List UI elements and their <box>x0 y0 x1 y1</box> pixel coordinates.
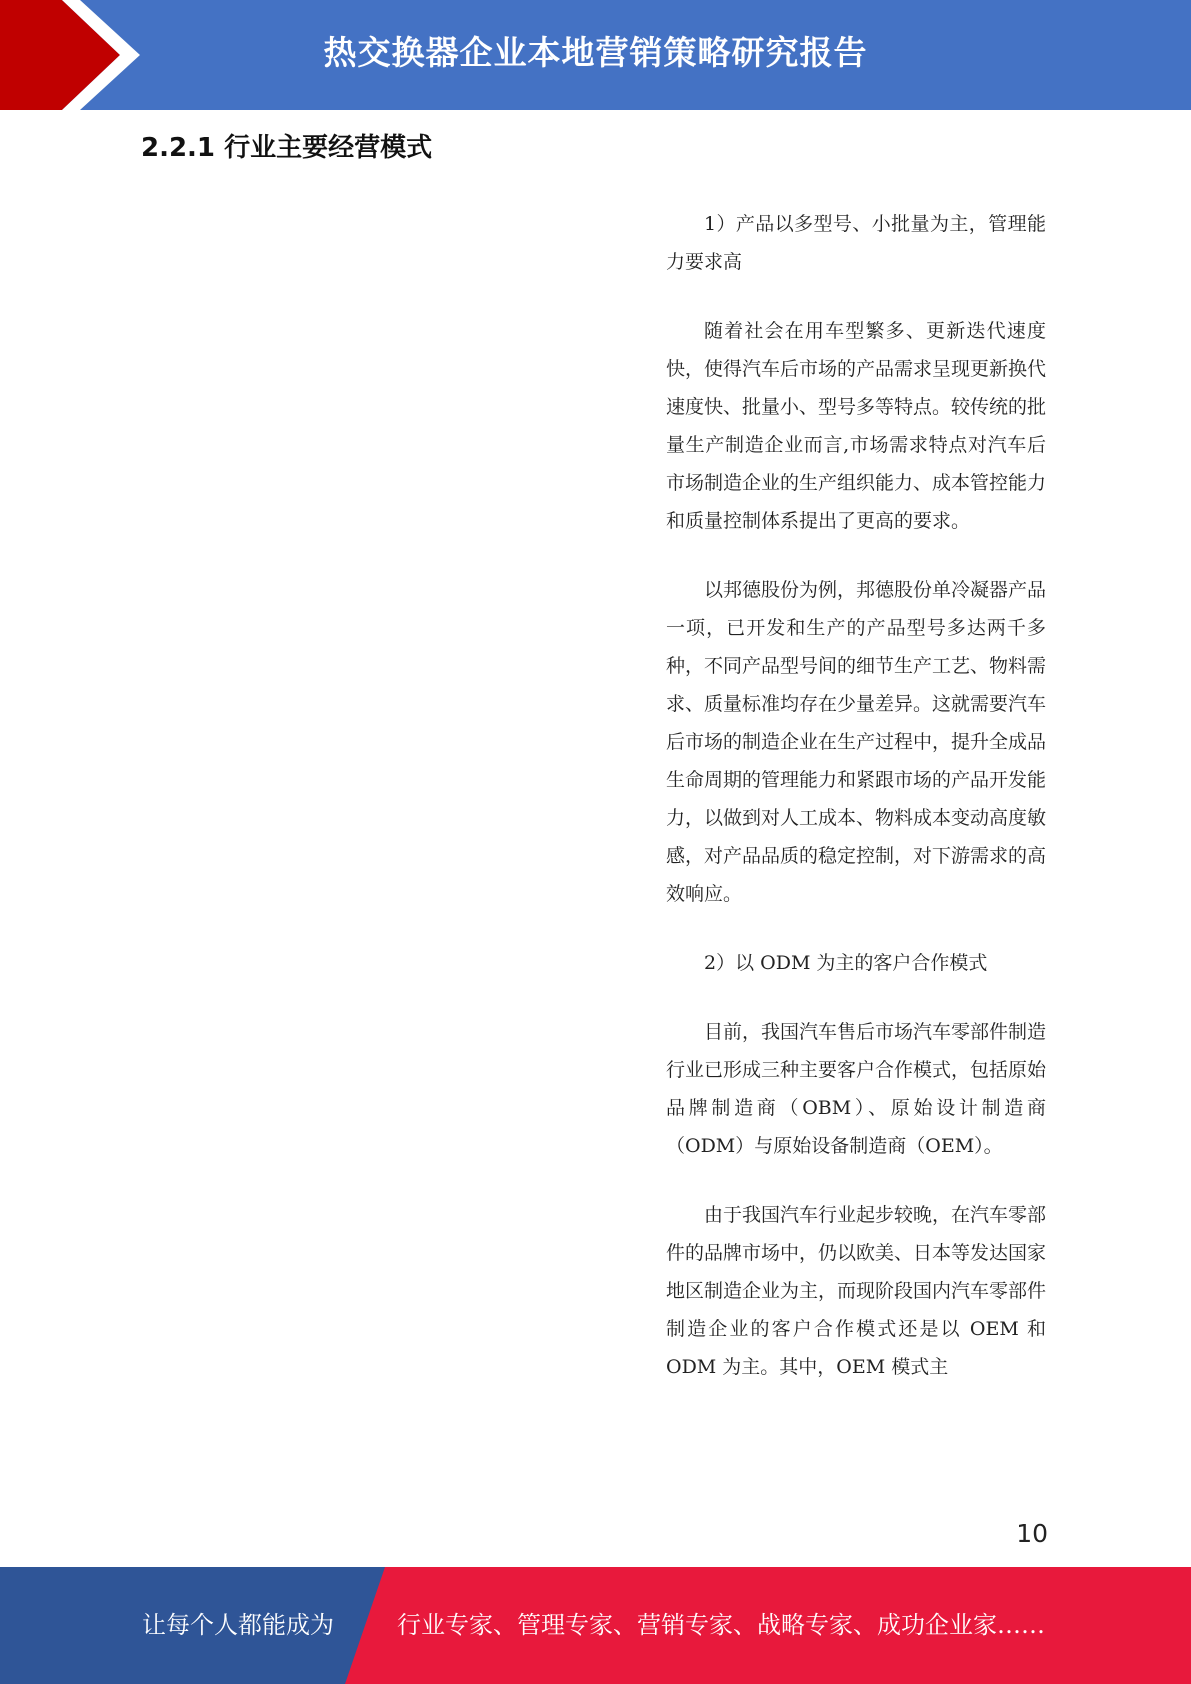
header-title: 热交换器企业本地营销策略研究报告 <box>323 33 868 72</box>
body-paragraph: 目前，我国汽车售后市场汽车零部件制造行业已形成三种主要客户合作模式，包括原始品牌制造商（OBM）、原始设计制造商（ODM）与原始设备制造商（OEM）。 <box>666 1021 1047 1157</box>
body-text-column <box>666 205 1046 1417</box>
body-paragraph: 由于我国汽车行业起步较晚，在汽车零部件的品牌市场中，仍以欧美、日本等发达国家地区制造企业为主，而现阶段国内汽车零部件制造企业的客户合作模式还是以 OEM 和 ODM 为主。其中，OEM 模式主 <box>666 1204 1047 1378</box>
footer-band <box>0 1567 1191 1684</box>
body-paragraph: 2）以 ODM 为主的客户合作模式 <box>704 952 988 974</box>
body-paragraph: 1）产品以多型号、小批量为主，管理能力要求高 <box>666 213 1046 273</box>
body-paragraph: 随着社会在用车型繁多、更新迭代速度快，使得汽车后市场的产品需求呈现更新换代速度快、批量小、型号多等特点。较传统的批量生产制造企业而言,市场需求特点对汽车后市场制造企业的生产组织能力、成本管控能力和质量控制体系提出了更高的要求。 <box>666 320 1047 532</box>
footer-slogan-left: 让每个人都能成为 <box>142 1611 334 1639</box>
page-number: 10 <box>1016 1519 1048 1548</box>
body-paragraph: 以邦德股份为例，邦德股份单冷凝器产品一项，已开发和生产的产品型号多达两千多种，不同产品型号间的细节生产工艺、物料需求、质量标准均存在少量差异。这就需要汽车后市场的制造企业在生产过程中，提升全成品生命周期的管理能力和紧跟市场的产品开发能力，以做到对人工成本、物料成本变动高度敏感，对产品品质的稳定控制，对下游需求的高效响应。 <box>666 579 1047 905</box>
header-band <box>0 0 1191 110</box>
section-heading: 2.2.1 行业主要经营模式 <box>141 133 433 163</box>
footer-slogan-right: 行业专家、管理专家、营销专家、战略专家、成功企业家…… <box>397 1611 1045 1639</box>
